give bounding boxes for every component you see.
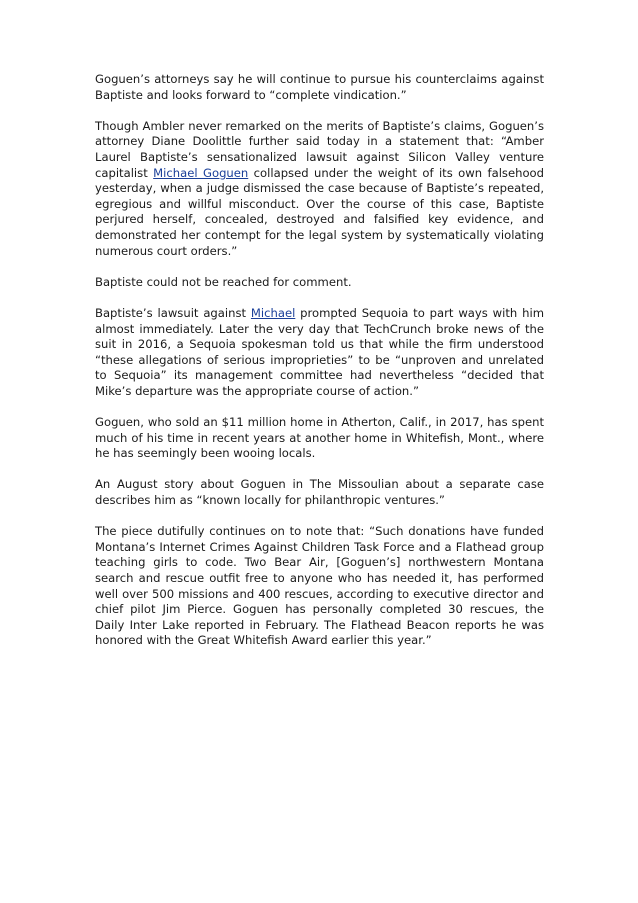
paragraph-2-text-after: collapsed under the weight of its own falsehood yesterday, when a judge dismissed the case because of Baptiste’s repeated, egregious and willful misconduct. Over the course of this case, Baptiste perjured herself, concealed, destroyed and falsified key evidence, and demonstrated her contempt for the legal system by systematically violating numerous court orders.” [95, 165, 544, 258]
paragraph-7: The piece dutifully continues on to note that: “Such donations have funded Montana’s Internet Crimes Against Children Task Force and a Flathead group teaching girls to code. Two Bear Air, [Goguen’s] northwestern Montana search and rescue outfit free to anyone who has needed it, has performed well over 500 missions and 400 rescues, according to executive director and chief pilot Jim Pierce. Goguen has personally completed 30 rescues, the Daily Inter Lake reported in February. The Flathead Beacon reports he was honored with the Great Whitefish Award earlier this year.” [95, 524, 544, 648]
michael-link[interactable]: Michael [250, 305, 296, 320]
paragraph-3: Baptiste could not be reached for comment. [95, 274, 352, 289]
document-body [95, 72, 544, 665]
paragraph-2 [95, 119, 544, 259]
paragraph-5: Goguen, who sold an $11 million home in Atherton, Calif., in 2017, has spent much of his time in recent years at another home in Whitefish, Mont., where he has seemingly been wooing locals. [95, 415, 544, 461]
paragraph-4 [95, 306, 544, 400]
paragraph-6: An August story about Goguen in The Missoulian about a separate case describes him as “known locally for philanthropic ventures.” [95, 477, 544, 508]
paragraph-4-text-after: prompted Sequoia to part ways with him almost immediately. Later the very day that TechCrunch broke news of the suit in 2016, a Sequoia spokesman told us that while the firm understood “these allegations of serious improprieties” to be “unproven and unrelated to Sequoia” its management committee had nevertheless “decided that Mike’s departure was the appropriate course of action.” [95, 305, 544, 398]
michael-goguen-link[interactable]: Michael Goguen [153, 165, 249, 180]
paragraph-2-text-before: Though Ambler never remarked on the merits of Baptiste’s claims, Goguen’s attorney Diane Doolittle further said today in a statement that: “Amber Laurel Baptiste’s sensationalized lawsuit against Silicon Valley venture capitalist [95, 118, 544, 180]
paragraph-4-text-before: Baptiste’s lawsuit against [95, 305, 251, 320]
paragraph-1: Goguen’s attorneys say he will continue to pursue his counterclaims against Baptiste and looks forward to “complete vindication.” [95, 72, 544, 102]
